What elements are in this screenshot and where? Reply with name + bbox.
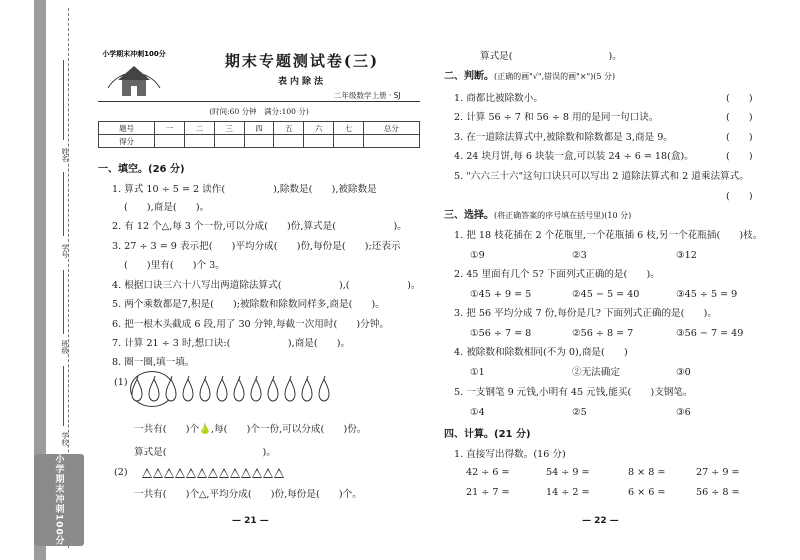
judge-5: 5. "六六三十六"这句口诀只可以写出 2 道除法算式和 2 道乘法算式。 xyxy=(454,171,749,182)
score-input[interactable] xyxy=(334,135,364,148)
judge-3: 3. 在一道除法算式中,被除数和除数都是 3,商是 9。 xyxy=(454,132,673,143)
score-cell: 五 xyxy=(274,122,304,135)
pear-icon xyxy=(215,376,229,402)
choice-5: 5. 一支钢笔 9 元钱,小明有 45 元钱,能买( )支钢笔。 xyxy=(454,387,693,398)
header-rule xyxy=(98,101,420,102)
calc-item: 8 × 8 = xyxy=(628,467,666,478)
score-cell: 三 xyxy=(214,122,244,135)
calc-item: 27 ÷ 9 = xyxy=(696,467,740,478)
choice-5-opt-a: ①4 xyxy=(470,407,485,418)
judge-4-answer[interactable]: ( ) xyxy=(726,151,753,162)
student-id-line xyxy=(63,172,64,236)
pear-icon xyxy=(249,376,263,402)
choice-1-opt-a: ①9 xyxy=(470,250,485,261)
triangle-icon xyxy=(274,468,284,478)
judge-2: 2. 计算 56 ÷ 7 和 56 ÷ 8 用的是同一句口诀。 xyxy=(454,112,659,123)
section-judge-note: (正确的画"√",错误的画"×")(5 分) xyxy=(494,72,616,81)
student-id-label: 学号 xyxy=(61,244,69,258)
question-8-2a: 一共有( )个△,平均分成( )份,每份是( )个。 xyxy=(134,489,362,500)
question-1a: 1. 算式 10 ÷ 5 = 2 读作( ),除数是( ),被除数是 xyxy=(112,184,377,195)
question-3a: 3. 27 ÷ 3 = 9 表示把( )平均分成( )份,每份是( );还表示 xyxy=(112,241,401,252)
choice-2: 2. 45 里面有几个 5? 下面列式正确的是( )。 xyxy=(454,269,660,280)
page-number-left: — 21 — xyxy=(232,516,269,526)
question-8-1b: 算式是( )。 xyxy=(134,447,276,458)
section-judge xyxy=(444,70,615,84)
question-1b: ( ),商是( )。 xyxy=(124,202,210,213)
page-subtitle: 表内除法 xyxy=(277,77,326,87)
question-8-1a: 一共有( )个🍐,每( )个一份,可以分成( )份。 xyxy=(134,424,367,435)
binding-strip xyxy=(0,0,92,560)
triangle-icon xyxy=(186,468,196,478)
triangle-icon xyxy=(230,468,240,478)
score-input[interactable] xyxy=(214,135,244,148)
choice-3-opt-c: ③56 − 7 = 49 xyxy=(676,328,744,339)
series-logo xyxy=(98,44,170,104)
score-cell: 得分 xyxy=(99,135,155,148)
triangle-icon xyxy=(241,468,251,478)
calc-title: 1. 直接写出得数。(16 分) xyxy=(454,449,566,460)
judge-1: 1. 商都比被除数小。 xyxy=(454,93,543,104)
class-line xyxy=(63,270,64,334)
logo-house-icon xyxy=(98,44,170,104)
triangle-icon xyxy=(219,468,229,478)
score-cell: 六 xyxy=(304,122,334,135)
question-8-1-label: (1) xyxy=(114,377,128,388)
grade-label: 二年级数学上册 · SJ xyxy=(334,91,401,100)
pear-icon xyxy=(232,376,246,402)
score-input[interactable] xyxy=(155,135,185,148)
pear-row xyxy=(130,376,331,402)
pear-icon xyxy=(300,376,314,402)
section-choice xyxy=(444,209,631,223)
triangle-icon xyxy=(164,468,174,478)
choice-1: 1. 把 18 枝花插在 2 个花瓶里,一个花瓶插 6 枝,另一个花瓶插( )枝。 xyxy=(454,230,763,241)
svg-text:小学期末冲刺100分: 小学期末冲刺100分 xyxy=(102,50,166,58)
triangle-icon xyxy=(175,468,185,478)
question-5: 5. 两个乘数都是7,积是( );被除数和除数同样多,商是( )。 xyxy=(112,299,385,310)
school-line xyxy=(63,366,64,426)
question-4: 4. 根据口诀三六十八写出两道除法算式( ),( )。 xyxy=(112,280,421,291)
choice-1-opt-c: ③12 xyxy=(676,250,697,261)
triangle-icon xyxy=(197,468,207,478)
name-label: 姓名 xyxy=(61,148,69,162)
section-calc: 四、计算。(21 分) xyxy=(444,429,531,440)
pear-icon xyxy=(283,376,297,402)
question-6: 6. 把一根木头截成 6 段,用了 30 分钟,每截一次用时( )分钟。 xyxy=(112,319,389,330)
calc-item: 54 ÷ 9 = xyxy=(546,467,590,478)
judge-3-answer[interactable]: ( ) xyxy=(726,132,753,143)
score-input[interactable] xyxy=(184,135,214,148)
score-header-row xyxy=(99,122,420,135)
score-value-row xyxy=(99,135,420,148)
choice-5-opt-b: ②5 xyxy=(572,407,587,418)
calc-item: 56 ÷ 8 = xyxy=(696,487,740,498)
page-number-right: — 22 — xyxy=(582,516,619,526)
triangle-icon xyxy=(252,468,262,478)
choice-2-opt-a: ①45 + 9 = 5 xyxy=(470,289,532,300)
triangle-row xyxy=(142,468,284,478)
choice-2-opt-b: ②45 − 5 = 40 xyxy=(572,289,640,300)
calc-item: 42 ÷ 6 = xyxy=(466,467,510,478)
calc-item: 6 × 6 = xyxy=(628,487,666,498)
formula-line: 算式是( )。 xyxy=(480,51,622,62)
page-title: 期末专题测试卷(三) xyxy=(224,52,380,70)
choice-4-opt-a: ①1 xyxy=(470,367,485,378)
triangle-icon xyxy=(208,468,218,478)
section-judge-title: 二、判断。 xyxy=(444,71,494,82)
pear-icon xyxy=(317,376,331,402)
calc-item: 14 ÷ 2 = xyxy=(546,487,590,498)
pear-icon xyxy=(147,376,161,402)
class-label: 班级 xyxy=(61,340,69,354)
question-2: 2. 有 12 个△,每 3 个一份,可以分成( )份,算式是( )。 xyxy=(112,221,407,232)
choice-4-opt-c: ③0 xyxy=(676,367,691,378)
score-cell: 总分 xyxy=(363,122,419,135)
score-input[interactable] xyxy=(304,135,334,148)
score-cell: 七 xyxy=(334,122,364,135)
section-choice-note: (将正确答案的序号填在括号里)(10 分) xyxy=(494,211,632,220)
triangle-icon xyxy=(153,468,163,478)
score-cell: 题号 xyxy=(99,122,155,135)
pear-icon xyxy=(164,376,178,402)
choice-3-opt-a: ①56 ÷ 7 = 8 xyxy=(470,328,532,339)
triangle-icon xyxy=(263,468,273,478)
section-fill-in: 一、填空。(26 分) xyxy=(98,164,185,175)
name-line xyxy=(63,60,64,140)
school-label: 学校 xyxy=(61,432,69,446)
choice-2-opt-c: ③45 ÷ 5 = 9 xyxy=(676,289,738,300)
question-7: 7. 计算 21 ÷ 3 时,想口诀:( ),商是( )。 xyxy=(112,338,351,349)
judge-2-answer[interactable]: ( ) xyxy=(726,112,753,123)
choice-4-opt-b: ②无法确定 xyxy=(572,367,620,378)
score-table xyxy=(98,121,420,148)
pear-icon xyxy=(130,376,144,402)
question-8: 8. 圈一圈,填一填。 xyxy=(112,357,195,368)
time-score-info: (时间:60 分钟 满分:100 分) xyxy=(209,107,309,116)
section-choice-title: 三、选择。 xyxy=(444,210,494,221)
score-input[interactable] xyxy=(274,135,304,148)
pear-icon xyxy=(266,376,280,402)
choice-1-opt-b: ②3 xyxy=(572,250,587,261)
judge-1-answer[interactable]: ( ) xyxy=(726,93,753,104)
question-8-2-label: (2) xyxy=(114,467,128,478)
pear-icon xyxy=(198,376,212,402)
choice-3-opt-b: ②56 ÷ 8 = 7 xyxy=(572,328,634,339)
score-cell: 四 xyxy=(244,122,274,135)
brand-box: 小学期末冲刺100分 xyxy=(34,454,84,546)
score-input[interactable] xyxy=(363,135,419,148)
choice-3: 3. 把 56 平均分成 7 份,每份是几? 下面列式正确的是( )。 xyxy=(454,308,717,319)
judge-5-answer[interactable]: ( ) xyxy=(726,191,753,202)
choice-4: 4. 被除数和除数相同(不为 0),商是( ) xyxy=(454,347,628,358)
score-cell: 一 xyxy=(155,122,185,135)
score-input[interactable] xyxy=(244,135,274,148)
calc-item: 21 ÷ 7 = xyxy=(466,487,510,498)
triangle-icon xyxy=(142,468,152,478)
score-cell: 二 xyxy=(184,122,214,135)
pear-icon xyxy=(181,376,195,402)
choice-5-opt-c: ③6 xyxy=(676,407,691,418)
judge-4: 4. 24 块月饼,每 6 块装一盒,可以装 24 ÷ 6 = 18(盒)。 xyxy=(454,151,694,162)
question-3b: ( )里有( )个 3。 xyxy=(124,260,225,271)
